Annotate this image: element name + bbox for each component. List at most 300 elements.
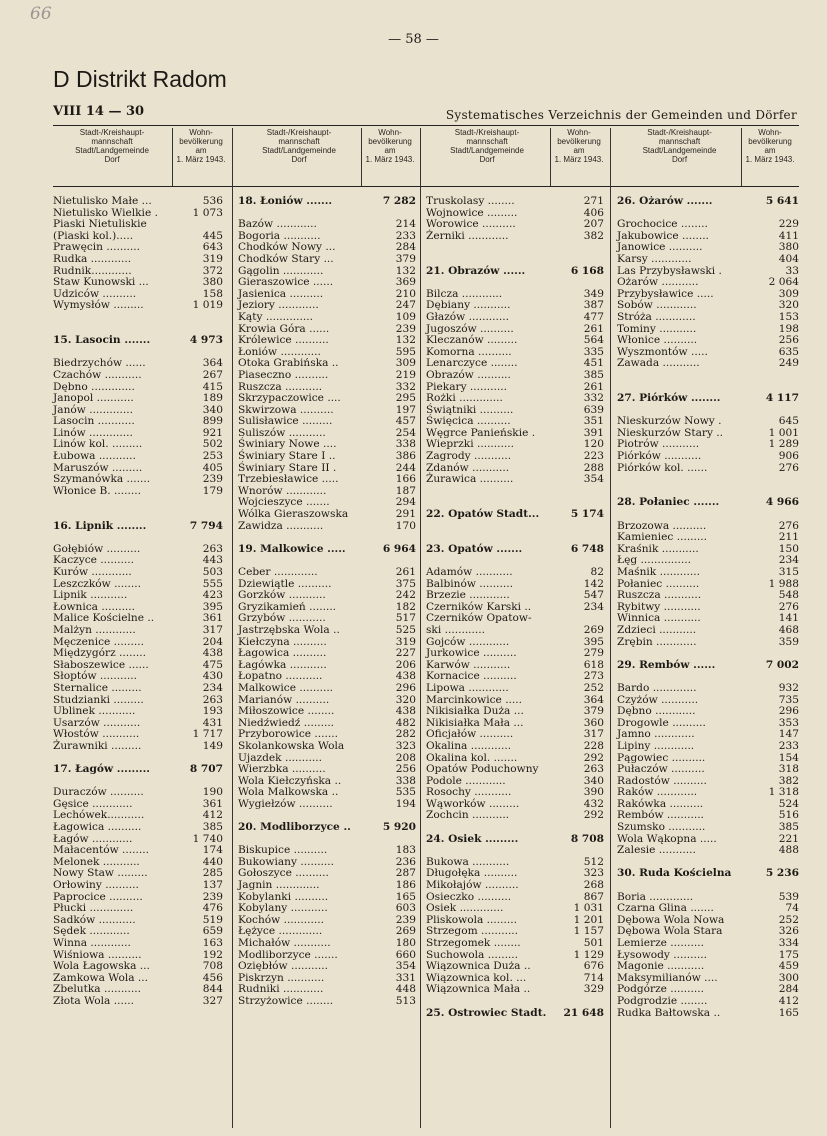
district-population: 7 794 (189, 519, 223, 532)
population-value: 457 (395, 415, 416, 428)
population-value: 536 (202, 195, 223, 207)
table-row (238, 393, 416, 405)
place-name: Biedrzychów ...... (53, 357, 146, 370)
table-row (238, 335, 416, 347)
population-value: 331 (395, 971, 416, 984)
population-value: 132 (395, 334, 416, 347)
place-name: Lipiny ............ (617, 739, 695, 752)
population-value: 451 (583, 357, 604, 370)
place-name: Balbinów .......... (426, 577, 513, 590)
population-value: 359 (778, 635, 799, 648)
population-value: 488 (778, 844, 799, 857)
place-name: Nikisiałka Duża ... (426, 705, 524, 718)
place-name: Malżyn ............ (53, 623, 136, 636)
header-population: Wohn- bevölkerung am 1. März 1943. (176, 128, 226, 164)
population-value: 263 (583, 763, 604, 776)
place-name: Jastrzębska Wola .. (238, 623, 340, 636)
place-name: Skolankowska Wola (238, 739, 345, 752)
population-value: 256 (778, 334, 799, 347)
population-value: 513 (395, 994, 416, 1007)
table-row (238, 996, 416, 1008)
population-value: 247 (395, 299, 416, 312)
population-value: 369 (395, 276, 416, 289)
population-value: 332 (395, 380, 416, 393)
district-heading-row (238, 196, 416, 208)
place-name: Leszczków ........ (53, 577, 142, 590)
place-name: Łęg ............... (617, 554, 692, 567)
table-row (426, 196, 604, 208)
population-value: 708 (202, 960, 223, 973)
district-name: 24. Osiek ......... (426, 832, 519, 845)
place-name: Rudka ............ (53, 252, 132, 265)
place-name: Niedźwiedź ......... (238, 716, 335, 729)
header-rule-bottom (53, 186, 799, 187)
population-value: 229 (778, 218, 799, 231)
population-value: 276 (778, 461, 799, 474)
population-value: 197 (395, 403, 416, 416)
table-row (238, 625, 416, 637)
population-value: 867 (583, 890, 604, 903)
header-population: Wohn- bevölkerung am 1. März 1943. (365, 128, 415, 164)
table-row (238, 312, 416, 324)
population-value: 282 (395, 728, 416, 741)
district-heading-row (426, 1008, 604, 1020)
district-heading-row (617, 868, 799, 880)
place-name: Grzybów ........... (238, 612, 326, 625)
population-value: 165 (778, 1006, 799, 1019)
population-value: 158 (202, 287, 223, 300)
district-population: 8 707 (189, 763, 223, 776)
place-name: Bogoria ........... (238, 229, 321, 242)
section-range: VIII 14 — 30 (53, 104, 145, 119)
population-value: 147 (778, 728, 799, 741)
population-value: 165 (395, 890, 416, 903)
place-name: Nietulisko Małe ... (53, 195, 152, 207)
place-name: Wojcieszyce ....... (238, 496, 330, 509)
population-value: 502 (202, 438, 223, 451)
place-name: Miłoszowice ........ (238, 705, 335, 718)
place-name: Łubowa ........... (53, 450, 136, 463)
place-name: Chodków Nowy ... (238, 241, 336, 254)
place-name: Węgrce Panieńskie . (426, 426, 536, 439)
place-name: Gryzikamień ........ (238, 600, 337, 613)
population-value: 335 (583, 345, 604, 358)
place-name: Janopol ........... (53, 392, 134, 405)
place-name: Lenarczyce ........ (426, 357, 518, 370)
place-name: Komorna .......... (426, 345, 512, 358)
population-value: 267 (202, 368, 223, 381)
population-value: 361 (202, 612, 223, 625)
district-name: 23. Opatów ....... (426, 542, 523, 555)
population-value: 320 (778, 299, 799, 312)
place-name: Kobylanki .......... (238, 890, 329, 903)
table-row (617, 335, 799, 347)
population-value: 194 (395, 797, 416, 810)
place-name: Złota Wola ...... (53, 994, 134, 1007)
place-name: (Piaski kol.)..... (53, 229, 134, 242)
population-value: 327 (202, 994, 223, 1007)
district-name: 29. Rembów ...... (617, 658, 716, 671)
population-value: 379 (583, 705, 604, 718)
population-value: 192 (202, 948, 223, 961)
population-value: 166 (395, 473, 416, 486)
place-name: Udziców .......... (53, 287, 137, 300)
population-value: 242 (395, 589, 416, 602)
population-value: 332 (583, 392, 604, 405)
header-place-name: Stadt-/Kreishaupt- mannschaft Stadt/Landgemeinde Dorf (642, 128, 717, 164)
population-value: 468 (778, 623, 799, 636)
place-name: Przyborowice ....... (238, 728, 338, 741)
district-heading-row (617, 660, 799, 672)
population-value: 395 (202, 600, 223, 613)
district-name: 27. Piórków ........ (617, 392, 721, 405)
district-name: 22. Opatów Stadt... (426, 508, 540, 521)
place-name: Łoniów ............ (238, 345, 321, 358)
place-name: Marcinkowice ..... (426, 693, 523, 706)
population-value: 456 (202, 971, 223, 984)
table-row (53, 567, 223, 579)
district-population: 6 168 (570, 264, 604, 277)
place-name: Skwirzowa .......... (238, 403, 334, 416)
population-value: 263 (202, 542, 223, 555)
district-population: 6 964 (382, 542, 416, 555)
place-name: Nikisiałka Mała ... (426, 716, 524, 729)
table-row (617, 625, 799, 637)
place-name: Lasocin ........... (53, 415, 135, 428)
population-value: 1 001 (768, 426, 799, 439)
district-name: 16. Lipnik ........ (53, 519, 147, 532)
place-name: Jasienica .......... (238, 287, 324, 300)
table-row (53, 938, 223, 950)
population-value: 309 (778, 287, 799, 300)
population-value: 318 (778, 763, 799, 776)
place-name: Lemierze .......... (617, 937, 704, 949)
population-value: 445 (202, 229, 223, 242)
district-population: 7 002 (765, 658, 799, 671)
place-name: Bardo ............. (617, 681, 697, 694)
column-divider (550, 128, 551, 186)
place-name: Strzegom ........... (426, 925, 519, 938)
population-value: 405 (202, 461, 223, 474)
place-name: Gorzków ........... (238, 589, 326, 602)
population-value: 361 (202, 797, 223, 810)
population-value: 639 (583, 403, 604, 416)
population-value: 179 (202, 484, 223, 497)
place-name: Strzyżowice ........ (238, 994, 334, 1007)
population-value: 459 (778, 960, 799, 973)
population-value: 375 (395, 577, 416, 590)
population-value: 380 (778, 241, 799, 254)
place-name: Okalina kol. ....... (426, 751, 518, 764)
place-name: Winnica ........... (617, 612, 701, 625)
table-row (238, 764, 416, 776)
column-divider (172, 128, 173, 186)
population-value: 423 (202, 589, 223, 602)
place-name: Gojców ............ (426, 635, 510, 648)
place-name: Wojnowice ......... (426, 206, 518, 219)
population-value: 603 (395, 902, 416, 915)
place-name: Kraśnik ........... (617, 542, 699, 555)
place-name: Tominy ........... (617, 322, 697, 335)
place-name: Rudnik............ (53, 264, 132, 277)
place-name: Sędek ............ (53, 925, 130, 938)
place-name: Jurkowice .......... (426, 647, 517, 660)
population-value: 431 (202, 716, 223, 729)
place-name: Piórków kol. ...... (617, 461, 708, 474)
district-heading-row (53, 764, 223, 776)
place-name: Staw Kunowski ... (53, 276, 149, 289)
population-value: 547 (583, 589, 604, 602)
district-heading-row (53, 335, 223, 347)
table-row (53, 706, 223, 718)
population-value: 548 (778, 589, 799, 602)
population-value: 141 (778, 612, 799, 625)
population-value: 183 (395, 844, 416, 857)
population-value: 204 (202, 635, 223, 648)
population-value: 385 (583, 368, 604, 381)
place-name: Osieczko .......... (426, 890, 512, 903)
table-row (238, 567, 416, 579)
place-name: Oficjałów .......... (426, 728, 514, 741)
place-name: Czachów ........... (53, 368, 142, 381)
population-value: 714 (583, 971, 604, 984)
table-row (238, 706, 416, 718)
place-name: Królewice .......... (238, 334, 329, 347)
place-name: Duraczów .......... (53, 786, 144, 799)
population-value: 660 (395, 948, 416, 961)
district-name: 21. Obrazów ...... (426, 264, 526, 277)
population-value: 382 (583, 229, 604, 242)
district-name: 26. Ożarów ....... (617, 195, 713, 207)
table-row (617, 358, 799, 370)
place-name: Dębno ............ (617, 705, 696, 718)
population-value: 395 (583, 635, 604, 648)
table-row (53, 509, 223, 521)
population-value: 163 (202, 937, 223, 949)
population-value: 221 (778, 832, 799, 845)
district-population: 4 966 (765, 496, 799, 509)
place-name: Lipowa ............ (426, 681, 509, 694)
district-name: 20. Modliborzyce .. (238, 821, 351, 834)
table-row (53, 497, 223, 509)
place-name: Dębowa Wola Stara (617, 925, 723, 938)
population-value: 268 (583, 879, 604, 892)
place-name: Żurawniki ......... (53, 739, 142, 752)
place-name: Łysowody .......... (617, 948, 707, 961)
place-name: Czerników Opatow- (426, 612, 532, 625)
place-name: Zagrody ........... (426, 450, 512, 463)
table-row (617, 880, 799, 892)
population-value: 438 (202, 647, 223, 660)
place-name: Orłowiny .......... (53, 879, 139, 892)
place-name: Maruszów ......... (53, 461, 143, 474)
place-name: Janów ............. (53, 403, 133, 416)
place-name: Czyżów ........... (617, 693, 699, 706)
place-name: Suliszów ........... (238, 426, 326, 439)
population-value: 296 (778, 705, 799, 718)
population-value: 476 (202, 902, 223, 915)
district-population: 5 236 (765, 867, 799, 880)
place-name: Gieraszowice ...... (238, 276, 334, 289)
population-value: 227 (395, 647, 416, 660)
district-name: 30. Ruda Kościelna (617, 867, 732, 880)
population-value: 1 717 (192, 728, 223, 741)
place-name: Ruszcza ........... (238, 380, 323, 393)
column-divider (232, 128, 233, 1128)
table-row (617, 648, 799, 660)
population-value: 415 (202, 380, 223, 393)
population-value: 182 (395, 600, 416, 613)
place-name: Dębowa Wola Nowa (617, 913, 725, 926)
place-name: Zrębin ............ (617, 635, 697, 648)
place-name: Gołoszyce .......... (238, 867, 329, 880)
population-value: 385 (778, 821, 799, 834)
place-name: Prawęcin .......... (53, 241, 141, 254)
population-value: 292 (583, 751, 604, 764)
population-value: 440 (202, 855, 223, 868)
population-value: 234 (778, 554, 799, 567)
place-name: Karwów ........... (426, 658, 511, 671)
population-value: 438 (395, 705, 416, 718)
population-value: 899 (202, 415, 223, 428)
place-name: Dębiany ........... (426, 299, 511, 312)
table-row (426, 706, 604, 718)
district-name: 17. Łagów ......... (53, 763, 150, 776)
place-name: Zochcin ........... (426, 809, 510, 822)
place-name: Nowy Staw ......... (53, 867, 148, 880)
table-row (617, 683, 799, 695)
population-value: 535 (395, 786, 416, 799)
population-value: 1 031 (573, 902, 604, 915)
population-value: 223 (583, 450, 604, 463)
table-row (426, 996, 604, 1008)
place-name: Wólka Gieraszowska (238, 508, 349, 521)
page-subtitle: Systematisches Verzeichnis der Gemeinden und Dörfer (445, 108, 797, 122)
population-value: 906 (778, 450, 799, 463)
table-row (238, 799, 416, 811)
population-value: 353 (778, 716, 799, 729)
place-name: Wąworków ......... (426, 797, 520, 810)
place-name: Malice Kościelne .. (53, 612, 155, 625)
population-value: 351 (583, 415, 604, 428)
table-row (53, 648, 223, 660)
place-name: Bilcza ............ (426, 287, 503, 300)
population-value: 210 (395, 287, 416, 300)
place-name: Wiązownica kol. ... (426, 971, 527, 984)
place-name: Wygiełzów .......... (238, 797, 333, 810)
population-value: 120 (583, 438, 604, 451)
population-value: 645 (778, 415, 799, 428)
table-row (238, 277, 416, 289)
table-row (238, 648, 416, 660)
table-row (53, 822, 223, 834)
place-name: Suchowola ......... (426, 948, 519, 961)
population-value: 386 (395, 450, 416, 463)
table-row (238, 254, 416, 266)
place-name: Podgrodzie ........ (617, 994, 708, 1007)
population-value: 233 (778, 739, 799, 752)
population-value: 349 (583, 287, 604, 300)
population-value: 284 (395, 241, 416, 254)
district-name: 19. Malkowice ..... (238, 542, 346, 555)
table-row (426, 810, 604, 822)
place-name: Malkowice .......... (238, 681, 334, 694)
place-name: Pągowiec .......... (617, 751, 706, 764)
population-value: 364 (202, 357, 223, 370)
population-value: 33 (785, 264, 799, 277)
population-value: 360 (583, 716, 604, 729)
place-name: Wierzbka .......... (238, 763, 326, 776)
place-name: Podgórze .......... (617, 983, 704, 996)
place-name: Słoptów ........... (53, 670, 137, 683)
population-value: 317 (202, 623, 223, 636)
population-value: 276 (778, 600, 799, 613)
place-name: Kochów ............ (238, 913, 324, 926)
population-value: 208 (395, 751, 416, 764)
place-name: Włonice B. ........ (53, 484, 141, 497)
place-name: Dziewiątle .......... (238, 577, 332, 590)
table-row (617, 1008, 799, 1020)
table-row (617, 463, 799, 475)
place-name: Zalesie ........... (617, 844, 696, 857)
place-name: Sternalice ......... (53, 681, 142, 694)
place-name: Szumsko ........... (617, 821, 706, 834)
district-heading-row (617, 393, 799, 405)
population-value: 74 (785, 902, 799, 915)
table-row (53, 486, 223, 498)
place-name: Bazów ............ (238, 218, 317, 231)
population-value: 340 (583, 774, 604, 787)
population-value: 323 (395, 739, 416, 752)
population-value: 564 (583, 334, 604, 347)
population-value: 391 (583, 426, 604, 439)
place-name: Włostów ........... (53, 728, 140, 741)
place-name: Osiek ............. (426, 902, 504, 915)
place-name: Strzegomek ........ (426, 937, 521, 949)
place-name: Drogowle .......... (617, 716, 706, 729)
population-value: 193 (202, 705, 223, 718)
place-name: Świniary Stare I .. (238, 450, 336, 463)
table-row (238, 741, 416, 753)
place-name: Lechówek........... (53, 809, 145, 822)
population-value: 249 (778, 357, 799, 370)
population-value: 390 (583, 786, 604, 799)
table-row (617, 474, 799, 486)
table-row (426, 521, 604, 533)
place-name: Michałów ........... (238, 937, 331, 949)
place-name: Zawidza ........... (238, 519, 324, 532)
table-row (238, 683, 416, 695)
population-value: 239 (202, 473, 223, 486)
population-value: 329 (583, 983, 604, 996)
population-value: 154 (778, 751, 799, 764)
population-value: 404 (778, 252, 799, 265)
place-name: Zdzieci ........... (617, 623, 697, 636)
place-name: Winna ............ (53, 937, 131, 949)
place-name: Chodków Stary ... (238, 252, 334, 265)
place-name: Pułaczów .......... (617, 763, 705, 776)
place-name: Łężyce ............. (238, 925, 323, 938)
place-name: Karsy ............ (617, 252, 692, 265)
table-row (53, 277, 223, 289)
column-divider (610, 128, 611, 1128)
table-row (426, 567, 604, 579)
population-value: 320 (395, 693, 416, 706)
population-value: 595 (395, 345, 416, 358)
table-row (426, 683, 604, 695)
place-name: Łagowica .......... (53, 821, 142, 834)
place-name: Łagówka ........... (238, 658, 327, 671)
